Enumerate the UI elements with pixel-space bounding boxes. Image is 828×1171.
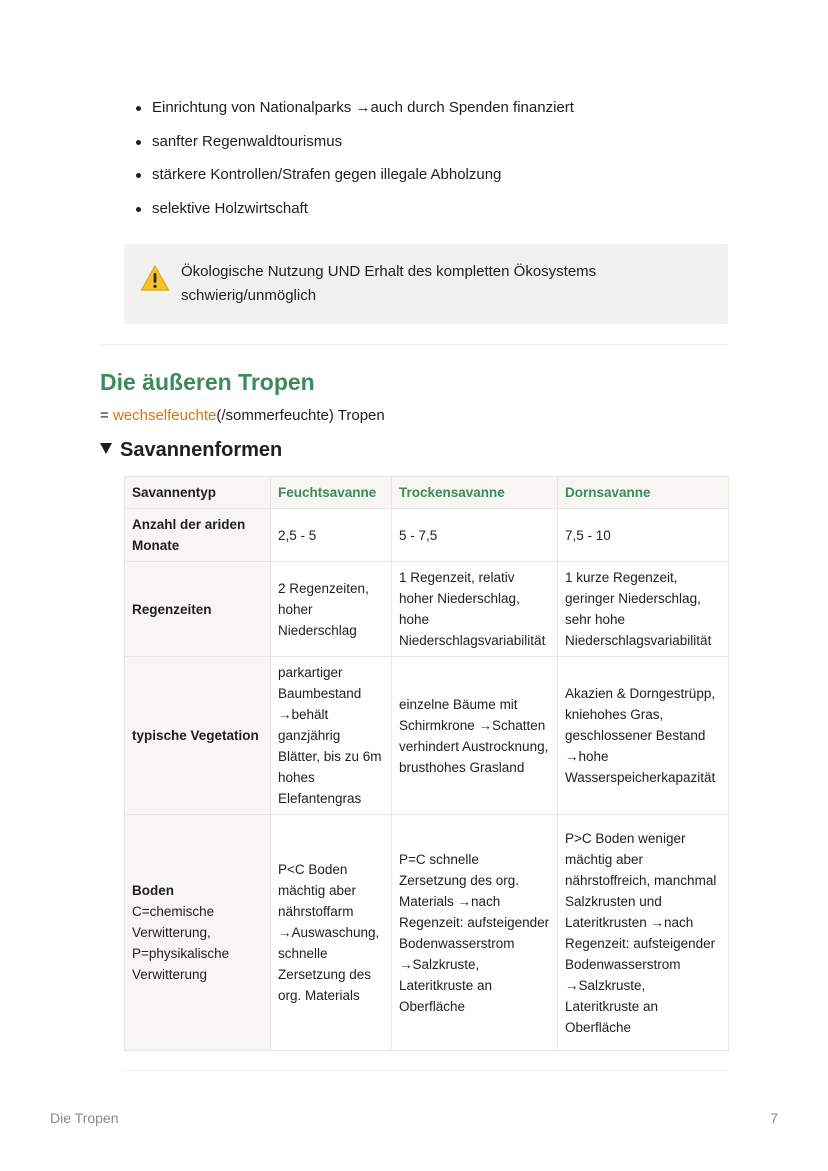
- table-cell: 2 Regenzeiten, hoher Niederschlag: [271, 562, 392, 657]
- subtitle-highlight: wechselfeuchte: [112, 407, 217, 424]
- row-header-cell: Anzahl der ariden Monate: [125, 509, 271, 562]
- divider: [100, 344, 728, 345]
- table-cell: 1 kurze Regenzeit, geringer Niederschlag, sehr hohe Niederschlagsvariabilität: [558, 562, 729, 657]
- table-cell: P=C schnelle Zersetzung des org. Materials →nach Regenzeit: aufsteigender Bodenwasserstrom →Salzkruste, Lateritkruste an Oberfläche: [392, 815, 558, 1051]
- section-subtitle: [100, 405, 385, 427]
- page-number: 7: [770, 1110, 778, 1126]
- row-header-cell: Regenzeiten: [125, 562, 271, 657]
- table-row: [125, 562, 729, 657]
- callout-line: Ökologische Nutzung UND Erhalt des kompletten Ökosystems: [181, 263, 597, 280]
- bullet-item: selektive Holzwirtschaft: [130, 198, 730, 220]
- row-header-label: Boden: [132, 883, 174, 898]
- bullet-list: [130, 97, 730, 231]
- bullet-item: stärkere Kontrollen/Strafen gegen illegale Abholzung: [130, 164, 730, 186]
- table-header-cell: Trockensavanne: [392, 477, 558, 509]
- callout-text: [181, 260, 701, 308]
- table-row: [125, 509, 729, 562]
- callout-line: schwierig/unmöglich: [181, 287, 317, 304]
- warning-callout: [124, 244, 728, 324]
- table-cell: 5 - 7,5: [392, 509, 558, 562]
- toggle-title: Savannenformen: [120, 439, 283, 461]
- table-header-cell: Savannentyp: [125, 477, 271, 509]
- table-header-row: [125, 477, 729, 509]
- row-header-cell: typische Vegetation: [125, 657, 271, 815]
- footer-title: Die Tropen: [50, 1110, 119, 1126]
- savannen-table: [124, 476, 729, 1051]
- table-cell: einzelne Bäume mit Schirmkrone →Schatten verhindert Austrocknung, brusthohes Grasland: [392, 657, 558, 815]
- table-header-cell: Dornsavanne: [558, 477, 729, 509]
- footer-divider: [124, 1070, 728, 1071]
- table-cell: P<C Boden mächtig aber nährstoffarm →Auswaschung, schnelle Zersetzung des org. Materials: [271, 815, 392, 1051]
- table-header-cell: Feuchtsavanne: [271, 477, 392, 509]
- subtitle-rest: (/sommerfeuchte) Tropen: [216, 407, 385, 424]
- section-heading: Die äußeren Tropen: [100, 369, 315, 395]
- table-row: [125, 815, 729, 1051]
- table-cell: P>C Boden weniger mächtig aber nährstoffreich, manchmal Salzkrusten und Lateritkrusten →nach Regenzeit: aufsteigender Bodenwasserstrom →Salzkruste, Lateritkruste an Oberfläche: [558, 815, 729, 1051]
- toggle-triangle-icon[interactable]: [100, 443, 112, 454]
- table-row: [125, 657, 729, 815]
- table-cell: parkartiger Baumbestand →behält ganzjährig Blätter, bis zu 6m hohes Elefantengras: [271, 657, 392, 815]
- table-cell: 7,5 - 10: [558, 509, 729, 562]
- savannenformen-toggle[interactable]: [100, 436, 282, 464]
- warning-icon: [140, 264, 170, 292]
- table-cell: 2,5 - 5: [271, 509, 392, 562]
- row-header-cell: [125, 815, 271, 1051]
- bullet-item: Einrichtung von Nationalparks →auch durch Spenden finanziert: [130, 97, 730, 119]
- bullet-item: sanfter Regenwaldtourismus: [130, 131, 730, 153]
- subtitle-prefix: =: [100, 407, 113, 424]
- table-cell: Akazien & Dorngestrüpp, kniehohes Gras, geschlossener Bestand →hohe Wasserspeicherkapazität: [558, 657, 729, 815]
- table-cell: 1 Regenzeit, relativ hoher Niederschlag, hohe Niederschlagsvariabilität: [392, 562, 558, 657]
- row-header-note: C=chemische Verwitterung, P=physikalische Verwitterung: [132, 904, 230, 982]
